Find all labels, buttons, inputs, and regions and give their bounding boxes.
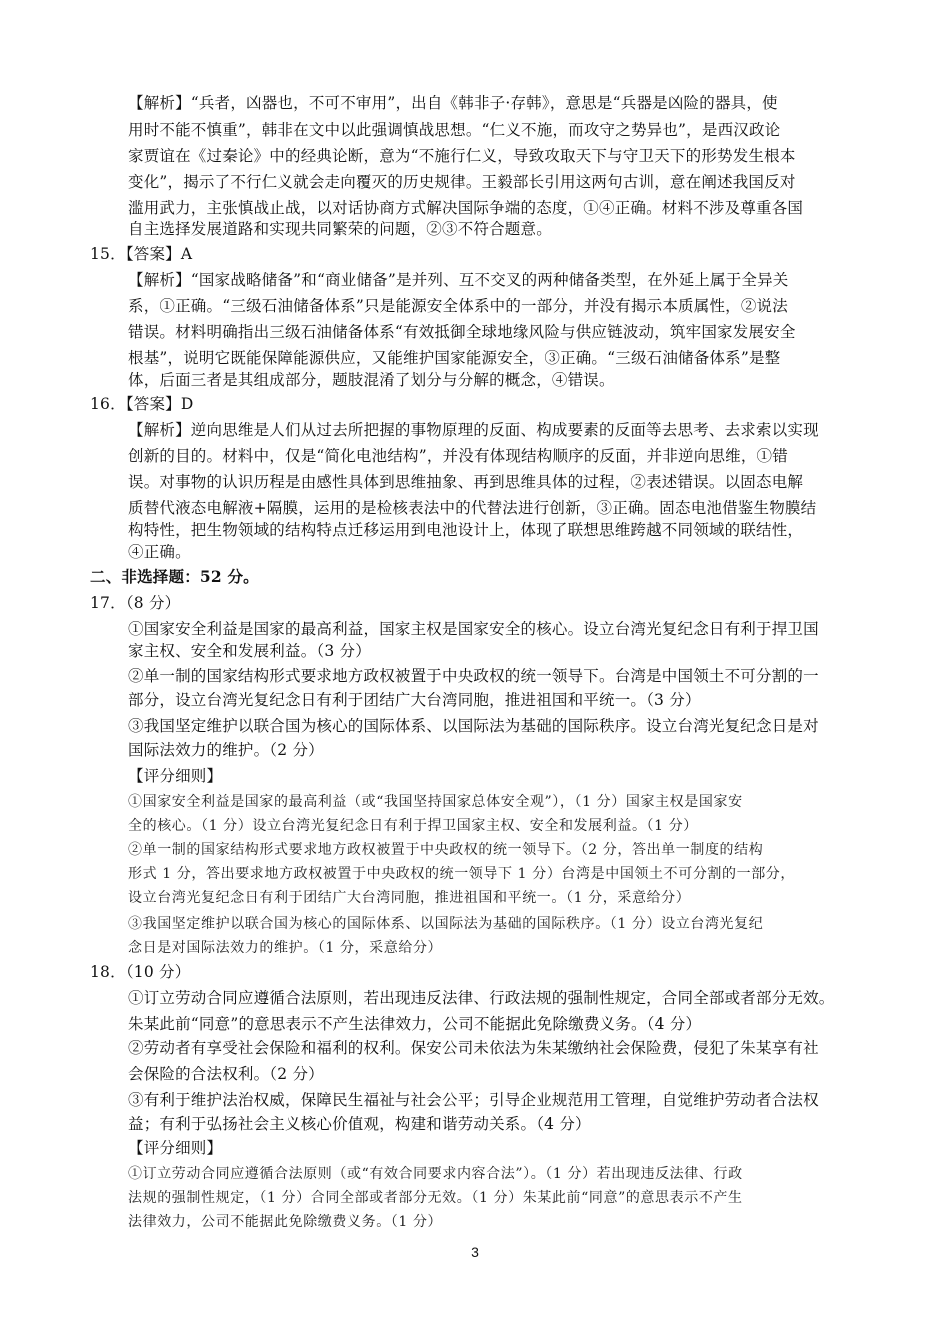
text-line: 创新的目的。材料中，仅是“简化电池结构”，并没有体现结构顺序的反面，并非逆向思维，①错 (128, 447, 788, 465)
question-number: 18．（10 分） (90, 963, 191, 981)
text-line: ②单一制的国家结构形式要求地方政权被置于中央政权的统一领导下。台湾是中国领土不可分割的一 (128, 667, 819, 685)
text-line: ③我国坚定维护以联合国为核心的国际体系、以国际法为基础的国际秩序。设立台湾光复纪念日是对 (128, 717, 819, 735)
question-number: 15．【答案】A (90, 245, 193, 263)
question-number: 16．【答案】D (90, 395, 194, 413)
grading-line: ①国家安全利益是国家的最高利益（或“我国坚持国家总体安全观”），（1 分）国家主权是国家安 (128, 794, 743, 810)
text-line: 用时不能不慎重”，韩非在文中以此强调慎战思想。“仁义不施，而攻守之势异也”，是西汉政论 (128, 121, 781, 139)
grading-heading: 【评分细则】 (128, 1139, 223, 1157)
text-line: 益；有利于弘扬社会主义核心价值观，构建和谐劳动关系。（4 分） (128, 1115, 591, 1133)
grading-line: 形式 1 分，答出要求地方政权被置于中央政权的统一领导下 1 分）台湾是中国领土不可分割的一部分， (128, 866, 796, 882)
text-line: 家主权、安全和发展利益。（3 分） (128, 642, 371, 660)
grading-line: 法规的强制性规定，（1 分）合同全部或者部分无效。（1 分）朱某此前“同意”的意思表示不产生 (128, 1190, 743, 1206)
text-line: 家贾谊在《过秦论》中的经典论断，意为“不施行仁义，导致攻取天下与守卫天下的形势发生根本 (128, 147, 796, 165)
question-number: 17．（8 分） (90, 594, 181, 612)
text-line: 【解析】逆向思维是人们从过去所把握的事物原理的反面、构成要素的反面等去思考、去求索以实现 (128, 421, 819, 439)
page-number: 3 (471, 1244, 479, 1260)
text-line: 【解析】“国家战略储备”和“商业储备”是并列、互不交叉的两种储备类型，在外延上属于全异关 (128, 271, 789, 289)
text-line: 国际法效力的维护。（2 分） (128, 741, 324, 759)
text-line: 根基”，说明它既能保障能源供应，又能维护国家能源安全，③正确。“三级石油储备体系”是整 (128, 349, 781, 367)
section-heading: 二、非选择题：52 分。 (90, 567, 259, 586)
grading-line: ②单一制的国家结构形式要求地方政权被置于中央政权的统一领导下。（2 分，答出单一制度的结构 (128, 842, 764, 858)
text-line: 错误。材料明确指出三级石油储备体系“有效抵御全球地缘风险与供应链波动，筑牢国家发展安全 (128, 323, 796, 341)
grading-line: ③我国坚定维护以联合国为核心的国际体系、以国际法为基础的国际秩序。（1 分）设立台湾光复纪 (128, 916, 764, 932)
text-line: ④正确。 (128, 543, 191, 561)
text-line: 会保险的合法权利。（2 分） (128, 1065, 324, 1083)
text-line: 自主选择发展道路和实现共同繁荣的问题，②③不符合题意。 (128, 220, 552, 238)
text-line: 滥用武力，主张慎战止战，以对话协商方式解决国际争端的态度，①④正确。材料不涉及尊重各国 (128, 199, 804, 217)
text-line: 部分，设立台湾光复纪念日有利于团结广大台湾同胞，推进祖国和平统一。（3 分） (128, 691, 701, 709)
text-line: ①订立劳动合同应遵循合法原则，若出现违反法律、行政法规的强制性规定，合同全部或者部分无效。 (128, 989, 835, 1007)
grading-line: 法律效力，公司不能据此免除缴费义务。（1 分） (128, 1214, 443, 1230)
text-line: 朱某此前“同意”的意思表示不产生法律效力，公司不能据此免除缴费义务。（4 分） (128, 1015, 702, 1033)
grading-line: ①订立劳动合同应遵循合法原则（或“有效合同要求内容合法”）。（1 分）若出现违反法律、行政 (128, 1166, 743, 1182)
text-line: ③有利于维护法治权威，保障民生福祉与社会公平；引导企业规范用工管理，自觉维护劳动者合法权 (128, 1091, 819, 1109)
text-line: 误。对事物的认识历程是由感性具体到思维抽象、再到思维具体的过程，②表述错误。以固态电解 (128, 473, 804, 491)
grading-line: 念日是对国际法效力的维护。（1 分，采意给分） (128, 940, 443, 956)
grading-heading: 【评分细则】 (128, 767, 223, 785)
text-line: 质替代液态电解液+隔膜，运用的是检核表法中的代替法进行创新，③正确。固态电池借鉴生物膜结 (128, 499, 817, 517)
text-line: 构特性，把生物领域的结构特点迁移运用到电池设计上，体现了联想思维跨越不同领域的联结性， (128, 521, 804, 539)
grading-line: 全的核心。（1 分）设立台湾光复纪念日有利于捍卫国家主权、安全和发展利益。（1 分） (128, 818, 698, 834)
text-line: ①国家安全利益是国家的最高利益，国家主权是国家安全的核心。设立台湾光复纪念日有利于捍卫国 (128, 620, 819, 638)
text-line: 变化”，揭示了不行仁义就会走向覆灭的历史规律。王毅部长引用这两句古训，意在阐述我国反对 (128, 173, 796, 191)
grading-line: 设立台湾光复纪念日有利于团结广大台湾同胞，推进祖国和平统一。（1 分，采意给分） (128, 890, 691, 906)
text-line: 系，①正确。“三级石油储备体系”只是能源安全体系中的一部分，并没有揭示本质属性，②说法 (128, 297, 788, 315)
text-line: 【解析】“兵者，凶器也，不可不审用”，出自《韩非子·存韩》，意思是“兵器是凶险的器具，使 (128, 94, 778, 112)
text-line: 体，后面三者是其组成部分，题肢混淆了划分与分解的概念，④错误。 (128, 371, 615, 389)
text-line: ②劳动者有享受社会保险和福利的权利。保安公司未依法为朱某缴纳社会保险费，侵犯了朱某享有社 (128, 1039, 819, 1057)
